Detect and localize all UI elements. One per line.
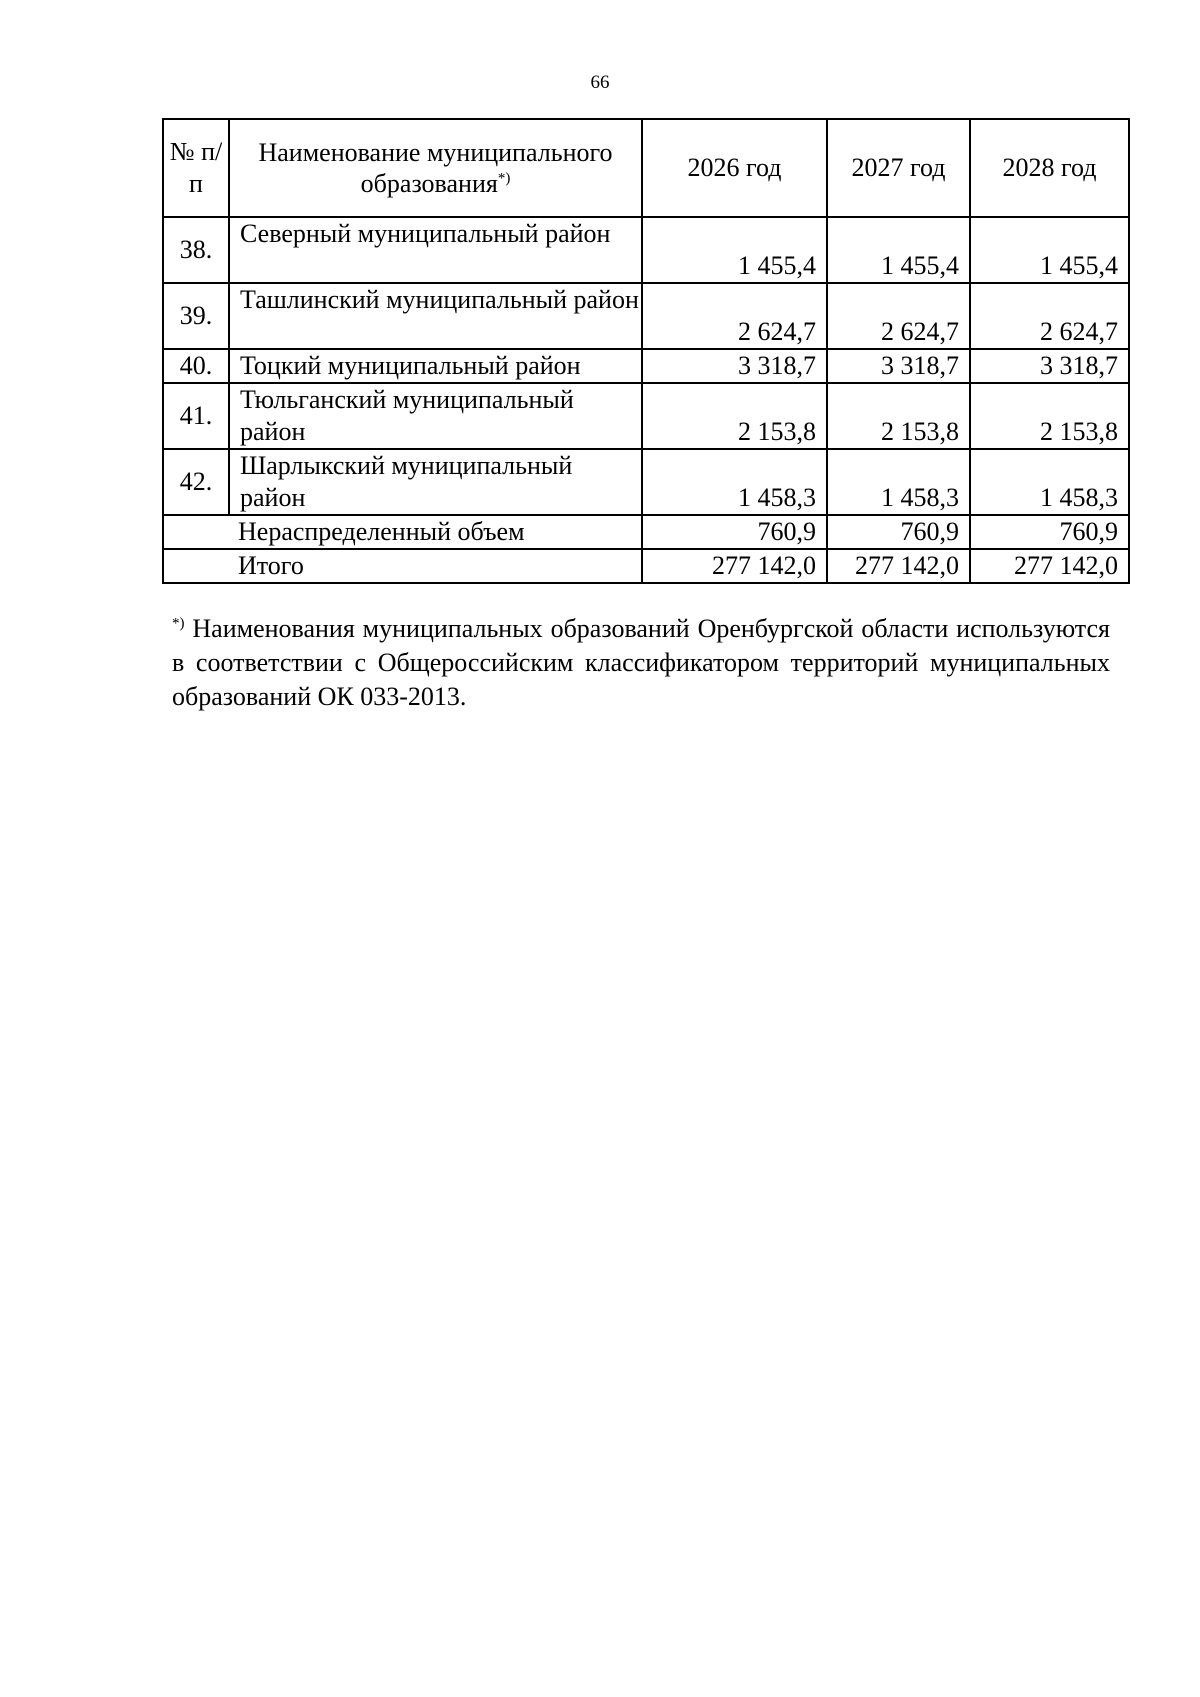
table-row [163,449,1129,515]
header-name-footnote-mark: *) [497,170,511,187]
footnote [172,612,1110,714]
total-value-2026: 277 142,0 [642,549,827,583]
header-year-2027 [827,119,970,217]
row-value-2028: 2 624,7 [970,283,1129,349]
unallocated-value-2028: 760,9 [970,515,1129,549]
header-name-label: Наименование муниципального образования [258,138,613,198]
row-number: 39. [163,283,229,349]
table-row [163,383,1129,449]
row-value-2028: 1 458,3 [970,449,1129,515]
row-value-2027: 3 318,7 [827,349,970,383]
table-row [163,283,1129,349]
header-name [229,119,642,217]
header-year-2026 [642,119,827,217]
footnote-mark: *) [172,615,185,632]
row-value-2027: 1 455,4 [827,217,970,283]
header-year-label: 2026 год [687,153,782,182]
unallocated-value-2027: 760,9 [827,515,970,549]
row-number: 41. [163,383,229,449]
total-value-2028: 277 142,0 [970,549,1129,583]
header-num-label: № п/п [169,137,223,198]
unallocated-value-2026: 760,9 [642,515,827,549]
table-row [163,349,1129,383]
row-name: Шарлыкский муниципальный район [229,449,642,515]
row-value-2028: 3 318,7 [970,349,1129,383]
footnote-text: Наименования муниципальных образований Оренбургской области используются в соответствии с Общероссийским классификатором территорий муниципальных образований ОК 033-2013. [172,614,1110,711]
table-header-row [163,119,1129,217]
header-year-label: 2028 год [1002,153,1097,182]
header-year-label: 2027 год [851,153,946,182]
table-row [163,217,1129,283]
header-num [163,119,229,217]
row-number: 40. [163,349,229,383]
row-value-2026: 2 624,7 [642,283,827,349]
row-value-2027: 2 153,8 [827,383,970,449]
row-name: Ташлинский муниципальный район [229,283,642,349]
total-row [163,549,1129,583]
unallocated-row [163,515,1129,549]
row-value-2026: 2 153,8 [642,383,827,449]
row-value-2026: 3 318,7 [642,349,827,383]
row-value-2027: 1 458,3 [827,449,970,515]
row-number: 42. [163,449,229,515]
row-value-2026: 1 455,4 [642,217,827,283]
row-number: 38. [163,217,229,283]
budget-table [162,118,1130,584]
row-value-2026: 1 458,3 [642,449,827,515]
unallocated-label: Нераспределенный объем [163,515,642,549]
row-value-2028: 2 153,8 [970,383,1129,449]
total-value-2027: 277 142,0 [827,549,970,583]
row-value-2028: 1 455,4 [970,217,1129,283]
total-label: Итого [163,549,642,583]
page-number: 66 [590,72,610,93]
row-name: Тоцкий муниципальный район [229,349,642,383]
row-name: Северный муниципальный район [229,217,642,283]
header-year-2028 [970,119,1129,217]
row-name: Тюльганский муниципальный район [229,383,642,449]
row-value-2027: 2 624,7 [827,283,970,349]
